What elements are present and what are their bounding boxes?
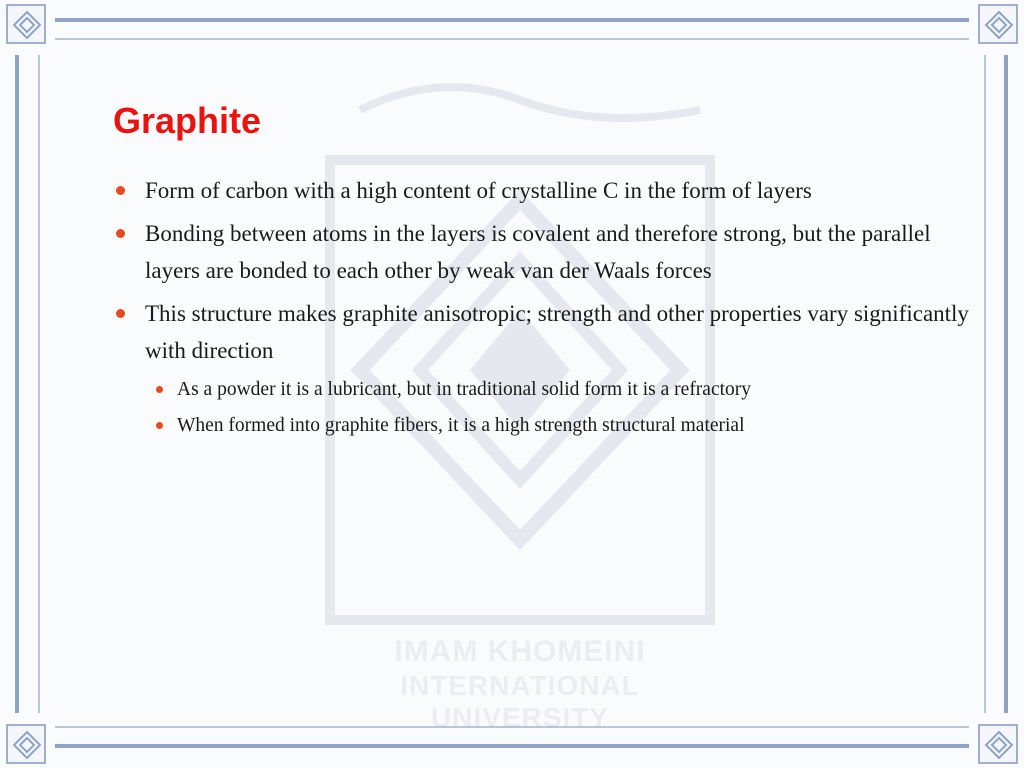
- bullet-text: This structure makes graphite anisotropic; strength and other properties vary significantly with direction: [145, 301, 969, 363]
- corner-ornament-bottom-right: [978, 724, 1018, 764]
- sub-bullet-item: [113, 375, 983, 405]
- watermark-line1: IMAM KHOMEINI: [394, 635, 646, 668]
- watermark-line2: INTERNATIONAL UNIVERSITY: [400, 670, 640, 733]
- corner-ornament-top-right: [978, 4, 1018, 44]
- frame-right-line-outer: [1004, 55, 1008, 713]
- slide-content: [113, 172, 983, 447]
- sub-bullet-text: As a powder it is a lubricant, but in traditional solid form it is a refractory: [177, 379, 752, 400]
- frame-left-line: [15, 55, 19, 713]
- bullet-item: [113, 295, 983, 369]
- bullet-item: [113, 172, 983, 209]
- sub-bullet-dot-icon: [156, 386, 163, 393]
- bullet-text: Form of carbon with a high content of crystalline C in the form of layers: [145, 178, 812, 203]
- corner-ornament-top-left: [6, 4, 46, 44]
- bullet-dot-icon: [116, 229, 125, 238]
- bullet-dot-icon: [116, 186, 125, 195]
- sub-bullet-item: [113, 411, 983, 441]
- frame-left-line-inner: [38, 55, 40, 713]
- frame-top-line: [55, 18, 969, 22]
- corner-ornament-bottom-left: [6, 724, 46, 764]
- frame-top-line-inner: [55, 38, 969, 40]
- bullet-dot-icon: [116, 309, 125, 318]
- frame-bottom-line-outer: [55, 744, 969, 748]
- sub-bullet-dot-icon: [156, 422, 163, 429]
- frame-bottom-line: [55, 726, 969, 728]
- bullet-item: [113, 215, 983, 289]
- frame-right-line: [984, 55, 986, 713]
- slide-title: Graphite: [113, 100, 262, 141]
- sub-bullet-text: When formed into graphite fibers, it is a high strength structural material: [177, 415, 745, 436]
- bullet-text: Bonding between atoms in the layers is covalent and therefore strong, but the parallel layers are bonded to each other by weak van der Waals forces: [145, 221, 931, 283]
